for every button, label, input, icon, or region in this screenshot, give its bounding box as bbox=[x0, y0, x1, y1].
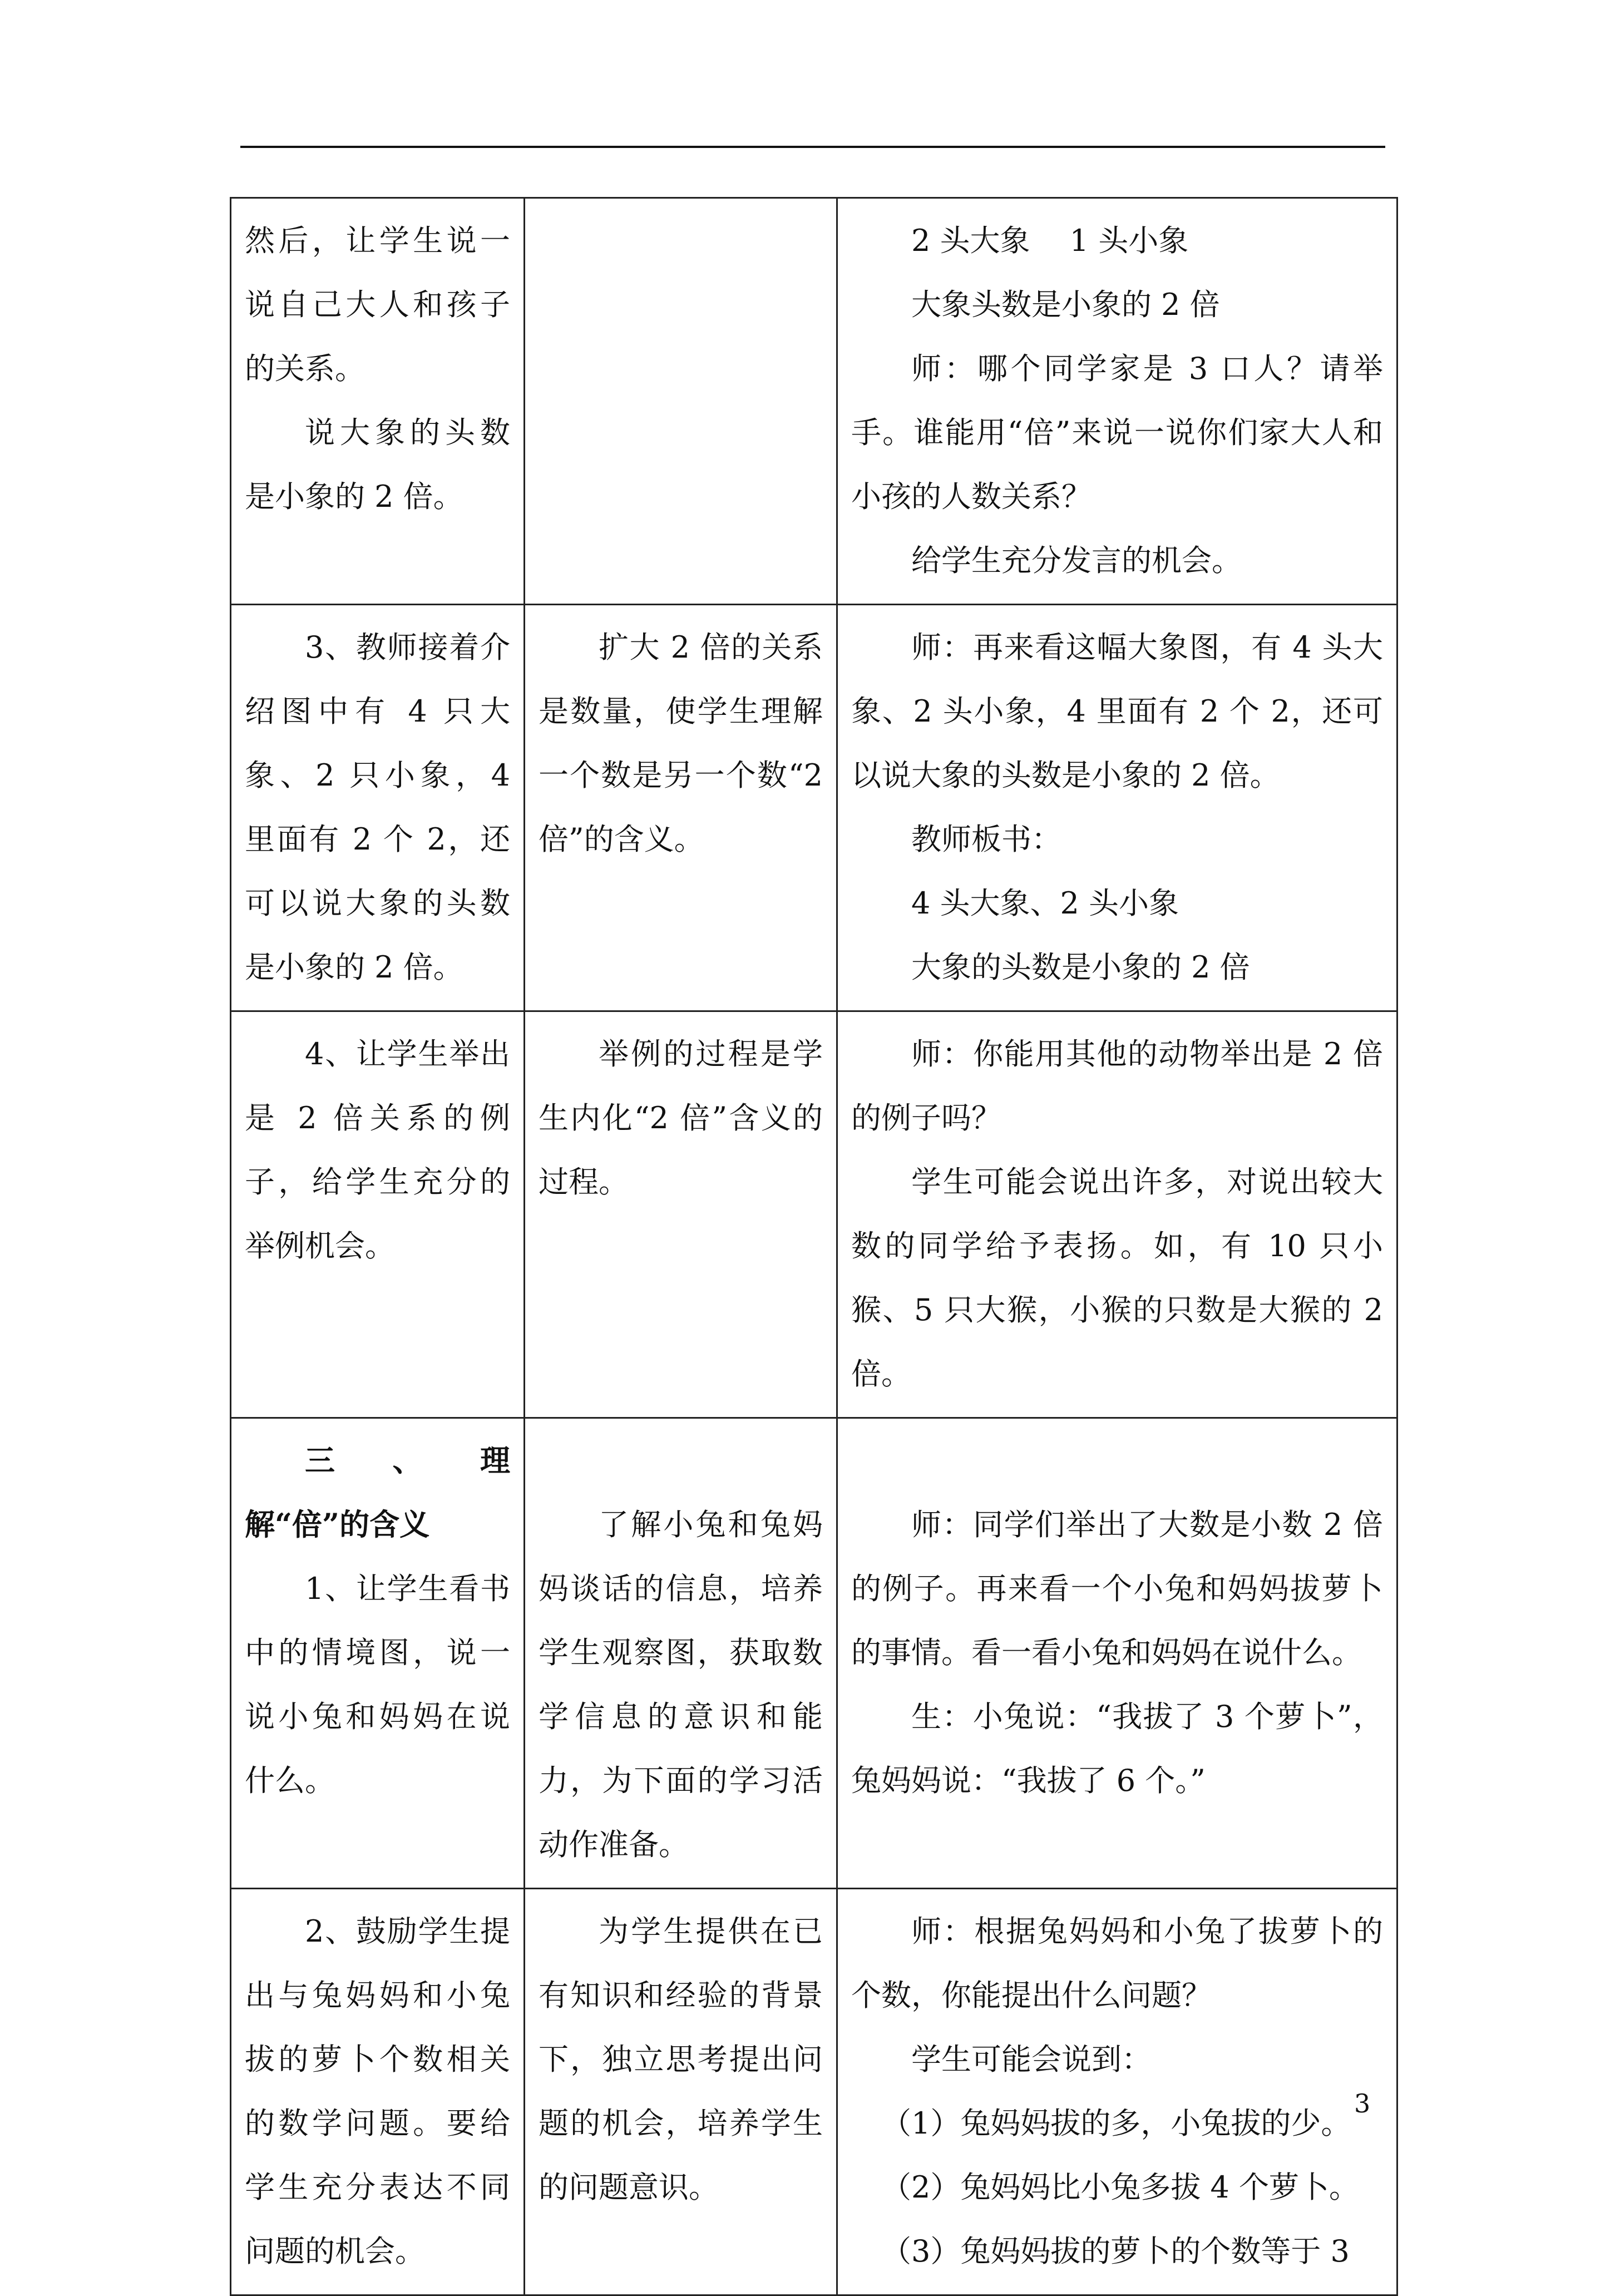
dialogue-cell bbox=[837, 1011, 1397, 1418]
cell-paragraph: 师：根据兔妈妈和小兔了拔萝卜的个数，你能提出什么问题？ bbox=[851, 1914, 1383, 2013]
cell-paragraph: 学生可能会说出许多，对说出较大数的同学给予表扬。如，有 10 只小猴、5 只大猴，小猴的只数是大猴的 2 倍。 bbox=[851, 1164, 1383, 1391]
cell-paragraph: 了解小兔和兔妈妈谈话的信息，培养学生观察图，获取数学信息的意识和能力，为下面的学习活动作准备。 bbox=[539, 1507, 823, 1862]
cell-paragraph: 给学生充分发言的机会。 bbox=[911, 543, 1242, 578]
cell-paragraph: 学生可能会说到： bbox=[911, 2042, 1152, 2077]
cell-paragraph: 师：你能用其他的动物举出是 2 倍的例子吗？ bbox=[851, 1036, 1383, 1135]
cell-paragraph: （1）兔妈妈拔的多，小兔拔的少。 bbox=[881, 2106, 1351, 2141]
cell-paragraph: （3）兔妈妈拔的萝卜的个数等于 3 bbox=[881, 2234, 1350, 2269]
table-row bbox=[231, 1418, 1397, 1889]
cell-paragraph: 2 头大象 1 头小象 bbox=[911, 223, 1189, 258]
cell-paragraph: 举例的过程是学生内化“2 倍”含义的过程。 bbox=[539, 1036, 823, 1199]
activity-cell bbox=[231, 198, 525, 605]
cell-paragraph: 4、让学生举出是 2 倍关系的例子，给学生充分的举例机会。 bbox=[245, 1036, 510, 1263]
activity-cell bbox=[231, 605, 525, 1011]
activity-cell bbox=[231, 1418, 525, 1889]
dialogue-cell bbox=[837, 198, 1397, 605]
cell-paragraph: 教师板书： bbox=[911, 822, 1061, 857]
dialogue-cell bbox=[837, 1889, 1397, 2295]
activity-cell bbox=[231, 1011, 525, 1418]
cell-paragraph: 4 头大象、2 头小象 bbox=[911, 886, 1179, 921]
dialogue-cell bbox=[837, 605, 1397, 1011]
table-row bbox=[231, 1011, 1397, 1418]
cell-paragraph: 为学生提供在已有知识和经验的背景下，独立思考提出问题的机会，培养学生的问题意识。 bbox=[539, 1914, 823, 2205]
cell-paragraph: 生：小兔说：“我拔了 3 个萝卜”，兔妈妈说：“我拔了 6 个。” bbox=[851, 1699, 1383, 1798]
cell-paragraph: 说大象的头数是小象的 2 倍。 bbox=[245, 415, 510, 514]
section-heading: 三、理解“倍”的含义 bbox=[245, 1443, 510, 1542]
intent-cell bbox=[525, 1889, 837, 2295]
dialogue-cell bbox=[837, 1418, 1397, 1889]
cell-paragraph: 师：再来看这幅大象图，有 4 头大象、2 头小象，4 里面有 2 个 2，还可以说大象的头数是小象的 2 倍。 bbox=[851, 630, 1383, 793]
cell-paragraph: 师：同学们举出了大数是小数 2 倍的例子。再来看一个小兔和妈妈拔萝卜的事情。看一看小兔和妈妈在说什么。 bbox=[851, 1507, 1383, 1670]
cell-paragraph: 1、让学生看书中的情境图，说一说小兔和妈妈在说什么。 bbox=[245, 1571, 510, 1798]
cell-paragraph: 3、教师接着介绍图中有 4 只大象、2 只小象，4 里面有 2 个 2，还可以说大象的头数是小象的 2 倍。 bbox=[245, 630, 510, 985]
cell-paragraph: 2、鼓励学生提出与兔妈妈和小兔拔的萝卜个数相关的数学问题。要给学生充分表达不同问题的机会。 bbox=[245, 1914, 510, 2269]
cell-paragraph: （2）兔妈妈比小兔多拔 4 个萝卜。 bbox=[881, 2170, 1360, 2205]
cell-paragraph: 大象的头数是小象的 2 倍 bbox=[911, 950, 1250, 985]
intent-cell bbox=[525, 1418, 837, 1889]
cell-paragraph: 扩大 2 倍的关系是数量，使学生理解一个数是另一个数“2 倍”的含义。 bbox=[539, 630, 823, 857]
lesson-plan-table bbox=[230, 197, 1398, 2296]
cell-paragraph: 大象头数是小象的 2 倍 bbox=[911, 287, 1220, 322]
page-number: 3 bbox=[1354, 2088, 1371, 2119]
activity-cell bbox=[231, 1889, 525, 2295]
table-row bbox=[231, 1889, 1397, 2295]
cell-paragraph: 师：哪个同学家是 3 口人？请举手。谁能用“倍”来说一说你们家大人和小孩的人数关系？ bbox=[851, 351, 1383, 514]
intent-cell bbox=[525, 605, 837, 1011]
table-row bbox=[231, 198, 1397, 605]
intent-cell bbox=[525, 1011, 837, 1418]
header-rule bbox=[240, 146, 1385, 148]
table-row bbox=[231, 605, 1397, 1011]
intent-cell bbox=[525, 198, 837, 605]
cell-paragraph: 然后，让学生说一说自己大人和孩子的关系。 bbox=[245, 223, 510, 386]
